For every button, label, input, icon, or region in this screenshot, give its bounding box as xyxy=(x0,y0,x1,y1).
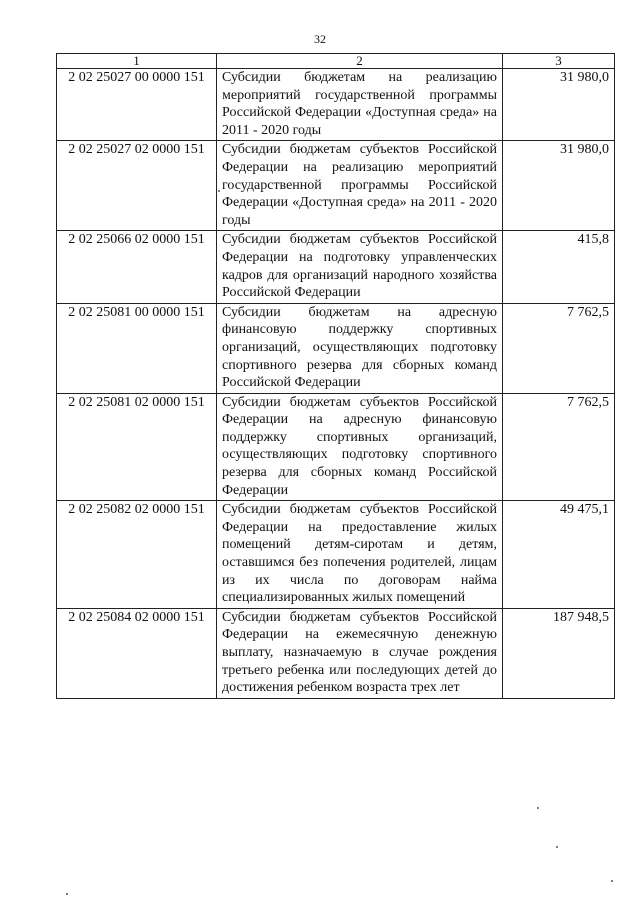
revenue-amount: 7 762,5 xyxy=(503,393,615,501)
budget-revenue-table xyxy=(56,53,615,699)
revenue-name: Субсидии бюджетам субъектов Российской Федерации на адресную финансовую поддержку спортивных организаций, осуществляющих подготовку спортивного резерва для сборных команд Российской Федерации xyxy=(217,393,503,501)
scan-speck xyxy=(537,807,539,809)
scan-speck xyxy=(218,190,220,192)
column-header-name: 2 xyxy=(217,54,503,69)
revenue-code: 2 02 25027 00 0000 151 xyxy=(57,69,217,141)
revenue-amount: 415,8 xyxy=(503,231,615,303)
table-row xyxy=(57,501,615,609)
revenue-name: Субсидии бюджетам на реализацию мероприятий государственной программы Российской Федерации «Доступная среда» на 2011 - 2020 годы xyxy=(217,69,503,141)
table-row xyxy=(57,393,615,501)
scan-speck xyxy=(66,893,68,895)
revenue-code: 2 02 25084 02 0000 151 xyxy=(57,608,217,698)
revenue-code: 2 02 25082 02 0000 151 xyxy=(57,501,217,609)
revenue-code: 2 02 25081 02 0000 151 xyxy=(57,393,217,501)
table-row xyxy=(57,141,615,231)
table-row xyxy=(57,231,615,303)
column-header-code: 1 xyxy=(57,54,217,69)
revenue-name: Субсидии бюджетам субъектов Российской Федерации на ежемесячную денежную выплату, назначаемую в случае рождения третьего ребенка или последующих детей до достижения ребенком возраста трех лет xyxy=(217,608,503,698)
revenue-amount: 31 980,0 xyxy=(503,141,615,231)
revenue-code: 2 02 25066 02 0000 151 xyxy=(57,231,217,303)
scan-speck xyxy=(611,880,613,882)
revenue-amount: 31 980,0 xyxy=(503,69,615,141)
revenue-name: Субсидии бюджетам субъектов Российской Федерации на реализацию мероприятий государственной программы Российской Федерации «Доступная среда» на 2011 - 2020 годы xyxy=(217,141,503,231)
table-row xyxy=(57,303,615,393)
table-row xyxy=(57,69,615,141)
revenue-name: Субсидии бюджетам на адресную финансовую поддержку спортивных организаций, осуществляющих подготовку спортивного резерва для сборных команд Российской Федерации xyxy=(217,303,503,393)
revenue-amount: 49 475,1 xyxy=(503,501,615,609)
revenue-amount: 7 762,5 xyxy=(503,303,615,393)
page-number: 32 xyxy=(314,32,326,46)
table-header-row xyxy=(57,54,615,69)
revenue-code: 2 02 25081 00 0000 151 xyxy=(57,303,217,393)
revenue-name: Субсидии бюджетам субъектов Российской Федерации на предоставление жилых помещений детям-сиротам и детям, оставшимся без попечения родителей, лицам из их числа по договорам найма специализированных жилых помещений xyxy=(217,501,503,609)
revenue-name: Субсидии бюджетам субъектов Российской Федерации на подготовку управленческих кадров для организаций народного хозяйства Российской Федерации xyxy=(217,231,503,303)
revenue-code: 2 02 25027 02 0000 151 xyxy=(57,141,217,231)
scan-speck xyxy=(556,846,558,848)
column-header-amount: 3 xyxy=(503,54,615,69)
revenue-amount: 187 948,5 xyxy=(503,608,615,698)
table-row xyxy=(57,608,615,698)
